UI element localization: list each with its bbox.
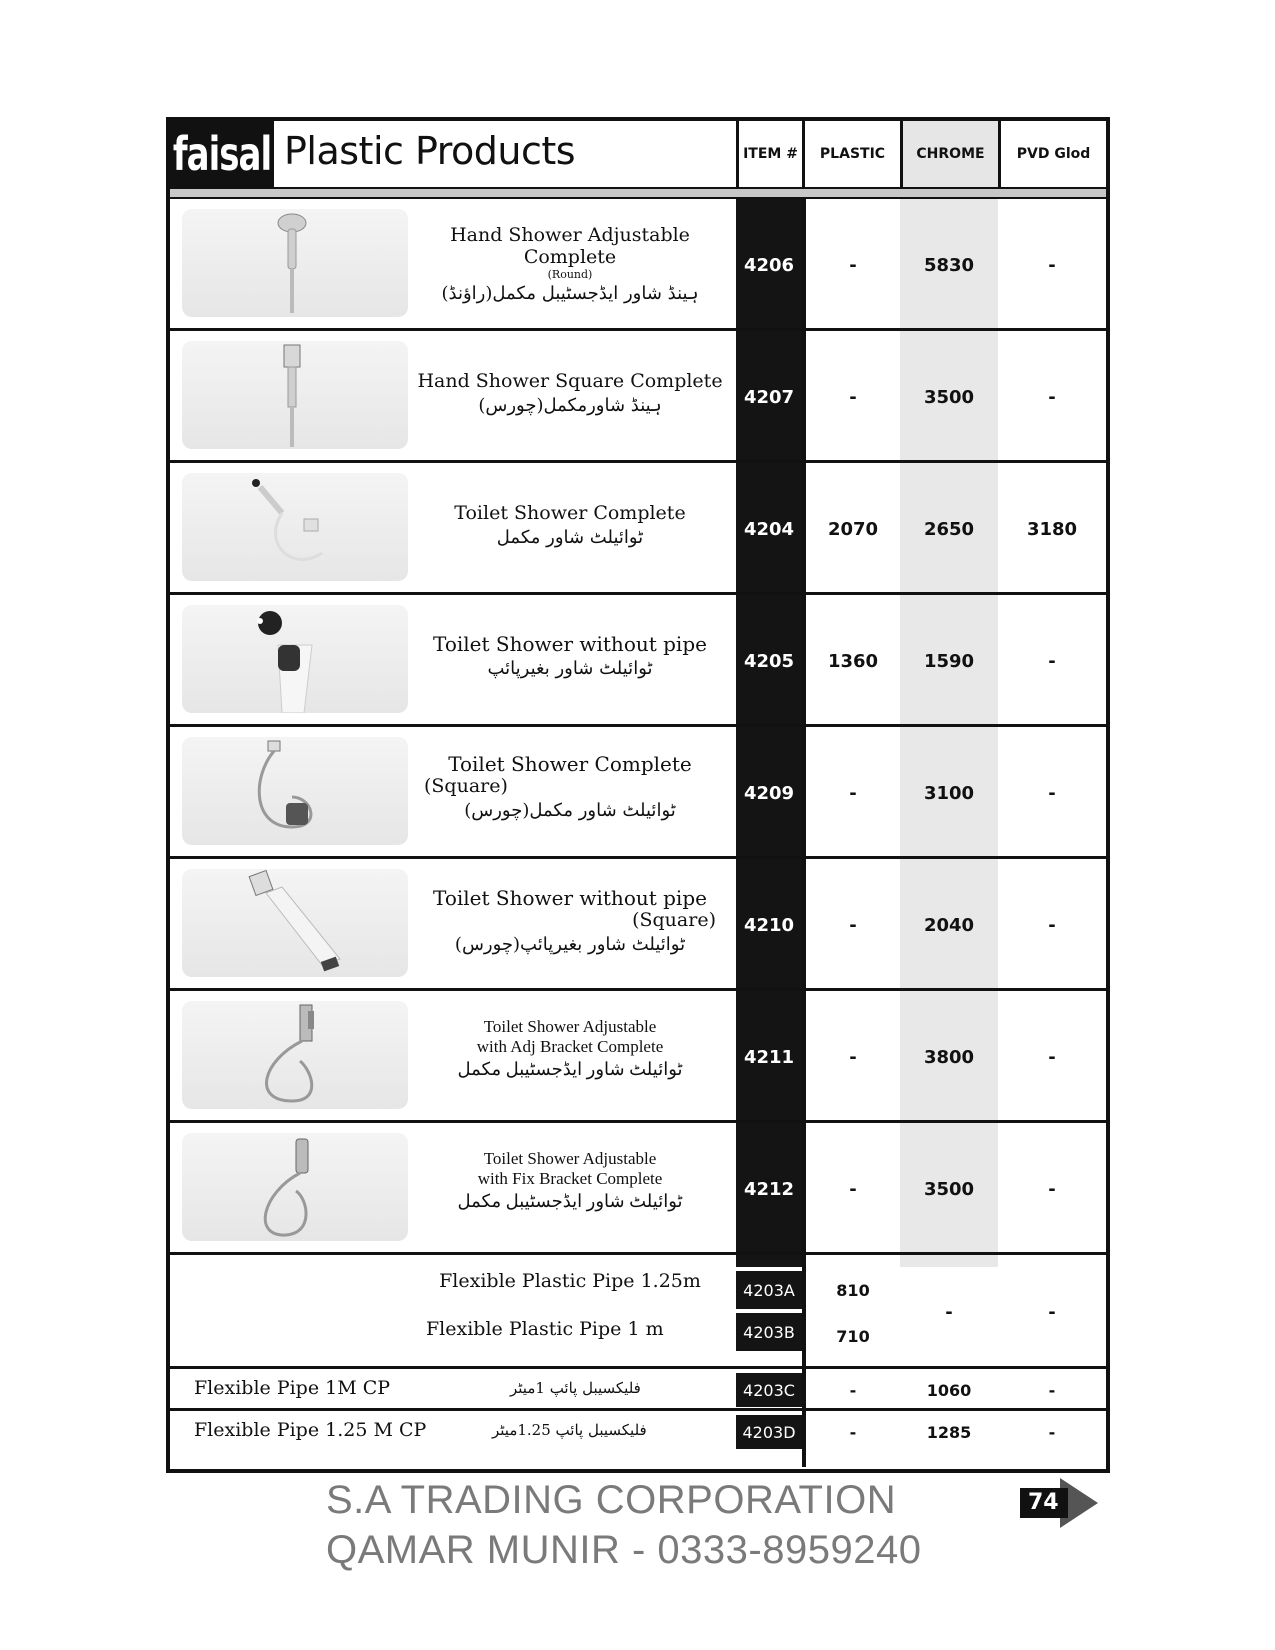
col-header-item: ITEM # [736,121,802,187]
price-plastic: 810 [836,1280,870,1300]
square-toilet-shower-icon [182,737,408,845]
price-plastic: - [849,782,857,804]
table-row-cp [170,1411,1106,1453]
footer-company: S.A TRADING CORPORATION [326,1478,897,1522]
price-plastic: - [849,1046,857,1068]
page-number-badge [1020,1478,1100,1532]
page-title: Plastic Products [284,129,576,173]
product-name-en: Toilet Shower without pipe [433,886,707,910]
price-chrome: 2040 [923,914,975,936]
item-number: 4206 [743,254,795,276]
price-pvd: - [1048,386,1056,408]
price-chrome: 3500 [923,386,975,408]
item-number: 4203A [736,1271,802,1309]
price-pvd: - [1048,1301,1056,1323]
price-chrome: 1285 [926,1422,972,1442]
price-plastic: 710 [836,1326,870,1346]
table-row [170,595,1106,727]
price-chrome: 5830 [923,254,975,276]
col-header-plastic: PLASTIC [802,121,900,187]
product-image [182,1133,408,1241]
price-pvd: - [1048,914,1056,936]
product-image [182,473,408,581]
table-row-cp [170,1369,1106,1411]
table-row [170,991,1106,1123]
header-divider [170,187,1106,199]
toilet-shower-head-icon [182,605,408,713]
product-name-ur: ٹوائیلٹ شاور ایڈجسٹیبل مکمل [457,1191,683,1212]
price-chrome: 3800 [923,1046,975,1068]
item-number: 4212 [743,1178,795,1200]
product-description [410,503,730,549]
product-name-ur: ہینڈ شاورمکمل(چورس) [478,394,662,416]
table-row [170,199,1106,331]
product-description [410,1017,730,1080]
price-chrome: 3100 [923,782,975,804]
product-image [182,341,408,449]
product-name-ur: ٹوائیلٹ شاور مکمل(چورس) [464,799,676,821]
price-plastic: - [849,914,857,936]
page-number: 74 [1028,1490,1059,1515]
item-number: 4203C [736,1373,802,1407]
price-plastic: - [849,1178,857,1200]
product-image [182,605,408,713]
footer-contact: QAMAR MUNIR - 0333-8959240 [326,1528,922,1572]
product-description [410,633,730,680]
product-name-ur: ٹوائیلٹ شاور بغیرپائپ(چورس) [454,933,686,955]
price-plastic: 1360 [827,650,879,672]
item-number: 4207 [743,386,795,408]
product-description [410,371,730,417]
fix-bracket-shower-icon [182,1133,408,1241]
item-number: 4209 [743,782,795,804]
product-image [182,1001,408,1109]
price-pvd: - [1048,1046,1056,1068]
product-image [182,869,408,977]
square-shower-head-icon [182,869,408,977]
price-pvd: - [1048,1178,1056,1200]
product-image [182,209,408,317]
price-pvd: - [1048,1380,1056,1400]
table-row [170,1123,1106,1255]
price-plastic: - [849,1380,857,1400]
table-row [170,727,1106,859]
product-image [182,737,408,845]
table-row [170,463,1106,595]
product-name-ur: ٹوائیلٹ شاور بغیرپائپ [487,658,653,679]
col-header-pvd: PVD Glod [998,121,1106,187]
item-number: 4203B [736,1313,802,1351]
price-chrome: 2650 [923,518,975,540]
square-hand-shower-icon [182,341,408,449]
product-description [410,1149,730,1212]
cp-pipe-name-en: Flexible Pipe 1.25 M CP [194,1419,427,1441]
col-header-chrome: CHROME [900,121,998,187]
cp-pipe-name-ur: فلیکسیبل پائپ 1.25میٹر [492,1421,647,1439]
item-number: 4211 [743,1046,795,1068]
cp-pipe-name-en: Flexible Pipe 1M CP [194,1377,391,1399]
product-description [410,225,730,305]
price-pvd: - [1048,1422,1056,1442]
product-name-ur: ہینڈ شاور ایڈجسٹیبل مکمل(راؤنڈ) [441,283,699,305]
product-variant: with Fix Bracket Complete [477,1168,663,1188]
logo-text: faisal [172,128,272,182]
price-chrome: - [945,1301,953,1323]
item-number: 4204 [743,518,795,540]
product-variant: (Square) [632,909,716,931]
adjustable-bracket-shower-icon [182,1001,408,1109]
faisal-logo [170,121,274,189]
table-header [170,121,1106,189]
toilet-shower-icon [182,473,408,581]
product-description [410,887,730,956]
product-name-en: Toilet Shower Adjustable [483,1149,657,1168]
item-number: 4210 [743,914,795,936]
price-pvd: - [1048,254,1056,276]
product-name-ur: ٹوائیلٹ شاور ایڈجسٹیبل مکمل [457,1059,683,1080]
product-description [410,753,730,822]
product-name-en: Toilet Shower Complete [448,752,692,776]
table-row [170,331,1106,463]
price-plastic: - [849,254,857,276]
product-variant: (Round) [547,267,593,281]
price-pvd: 3180 [1026,518,1078,540]
product-name-en: Toilet Shower Complete [454,502,686,524]
price-pvd: - [1048,650,1056,672]
pipe-a-name: Flexible Plastic Pipe 1.25m [439,1270,701,1292]
price-chrome: 1590 [923,650,975,672]
product-variant: with Adj Bracket Complete [476,1036,664,1056]
cp-pipe-name-ur: فلیکسیبل پائپ 1میٹر [510,1379,641,1397]
product-name-en: Hand Shower Square Complete [417,370,723,392]
item-number: 4205 [743,650,795,672]
price-plastic: 2070 [827,518,879,540]
price-pvd: - [1048,782,1056,804]
hand-shower-icon [182,209,408,317]
table-row-pipes [170,1255,1106,1369]
table-row [170,859,1106,991]
price-chrome: 3500 [923,1178,975,1200]
product-variant: (Square) [424,775,508,797]
price-plastic: - [849,386,857,408]
pipe-b-name: Flexible Plastic Pipe 1 m [426,1318,664,1340]
product-name-en: Toilet Shower Adjustable [483,1017,657,1036]
price-table [166,117,1110,1473]
product-name-en: Hand Shower Adjustable Complete [450,224,690,268]
price-plastic: - [849,1422,857,1442]
product-name-ur: ٹوائیلٹ شاور مکمل [496,526,644,548]
product-name-en: Toilet Shower without pipe [433,632,707,656]
item-number: 4203D [736,1415,802,1449]
price-chrome: 1060 [926,1380,972,1400]
